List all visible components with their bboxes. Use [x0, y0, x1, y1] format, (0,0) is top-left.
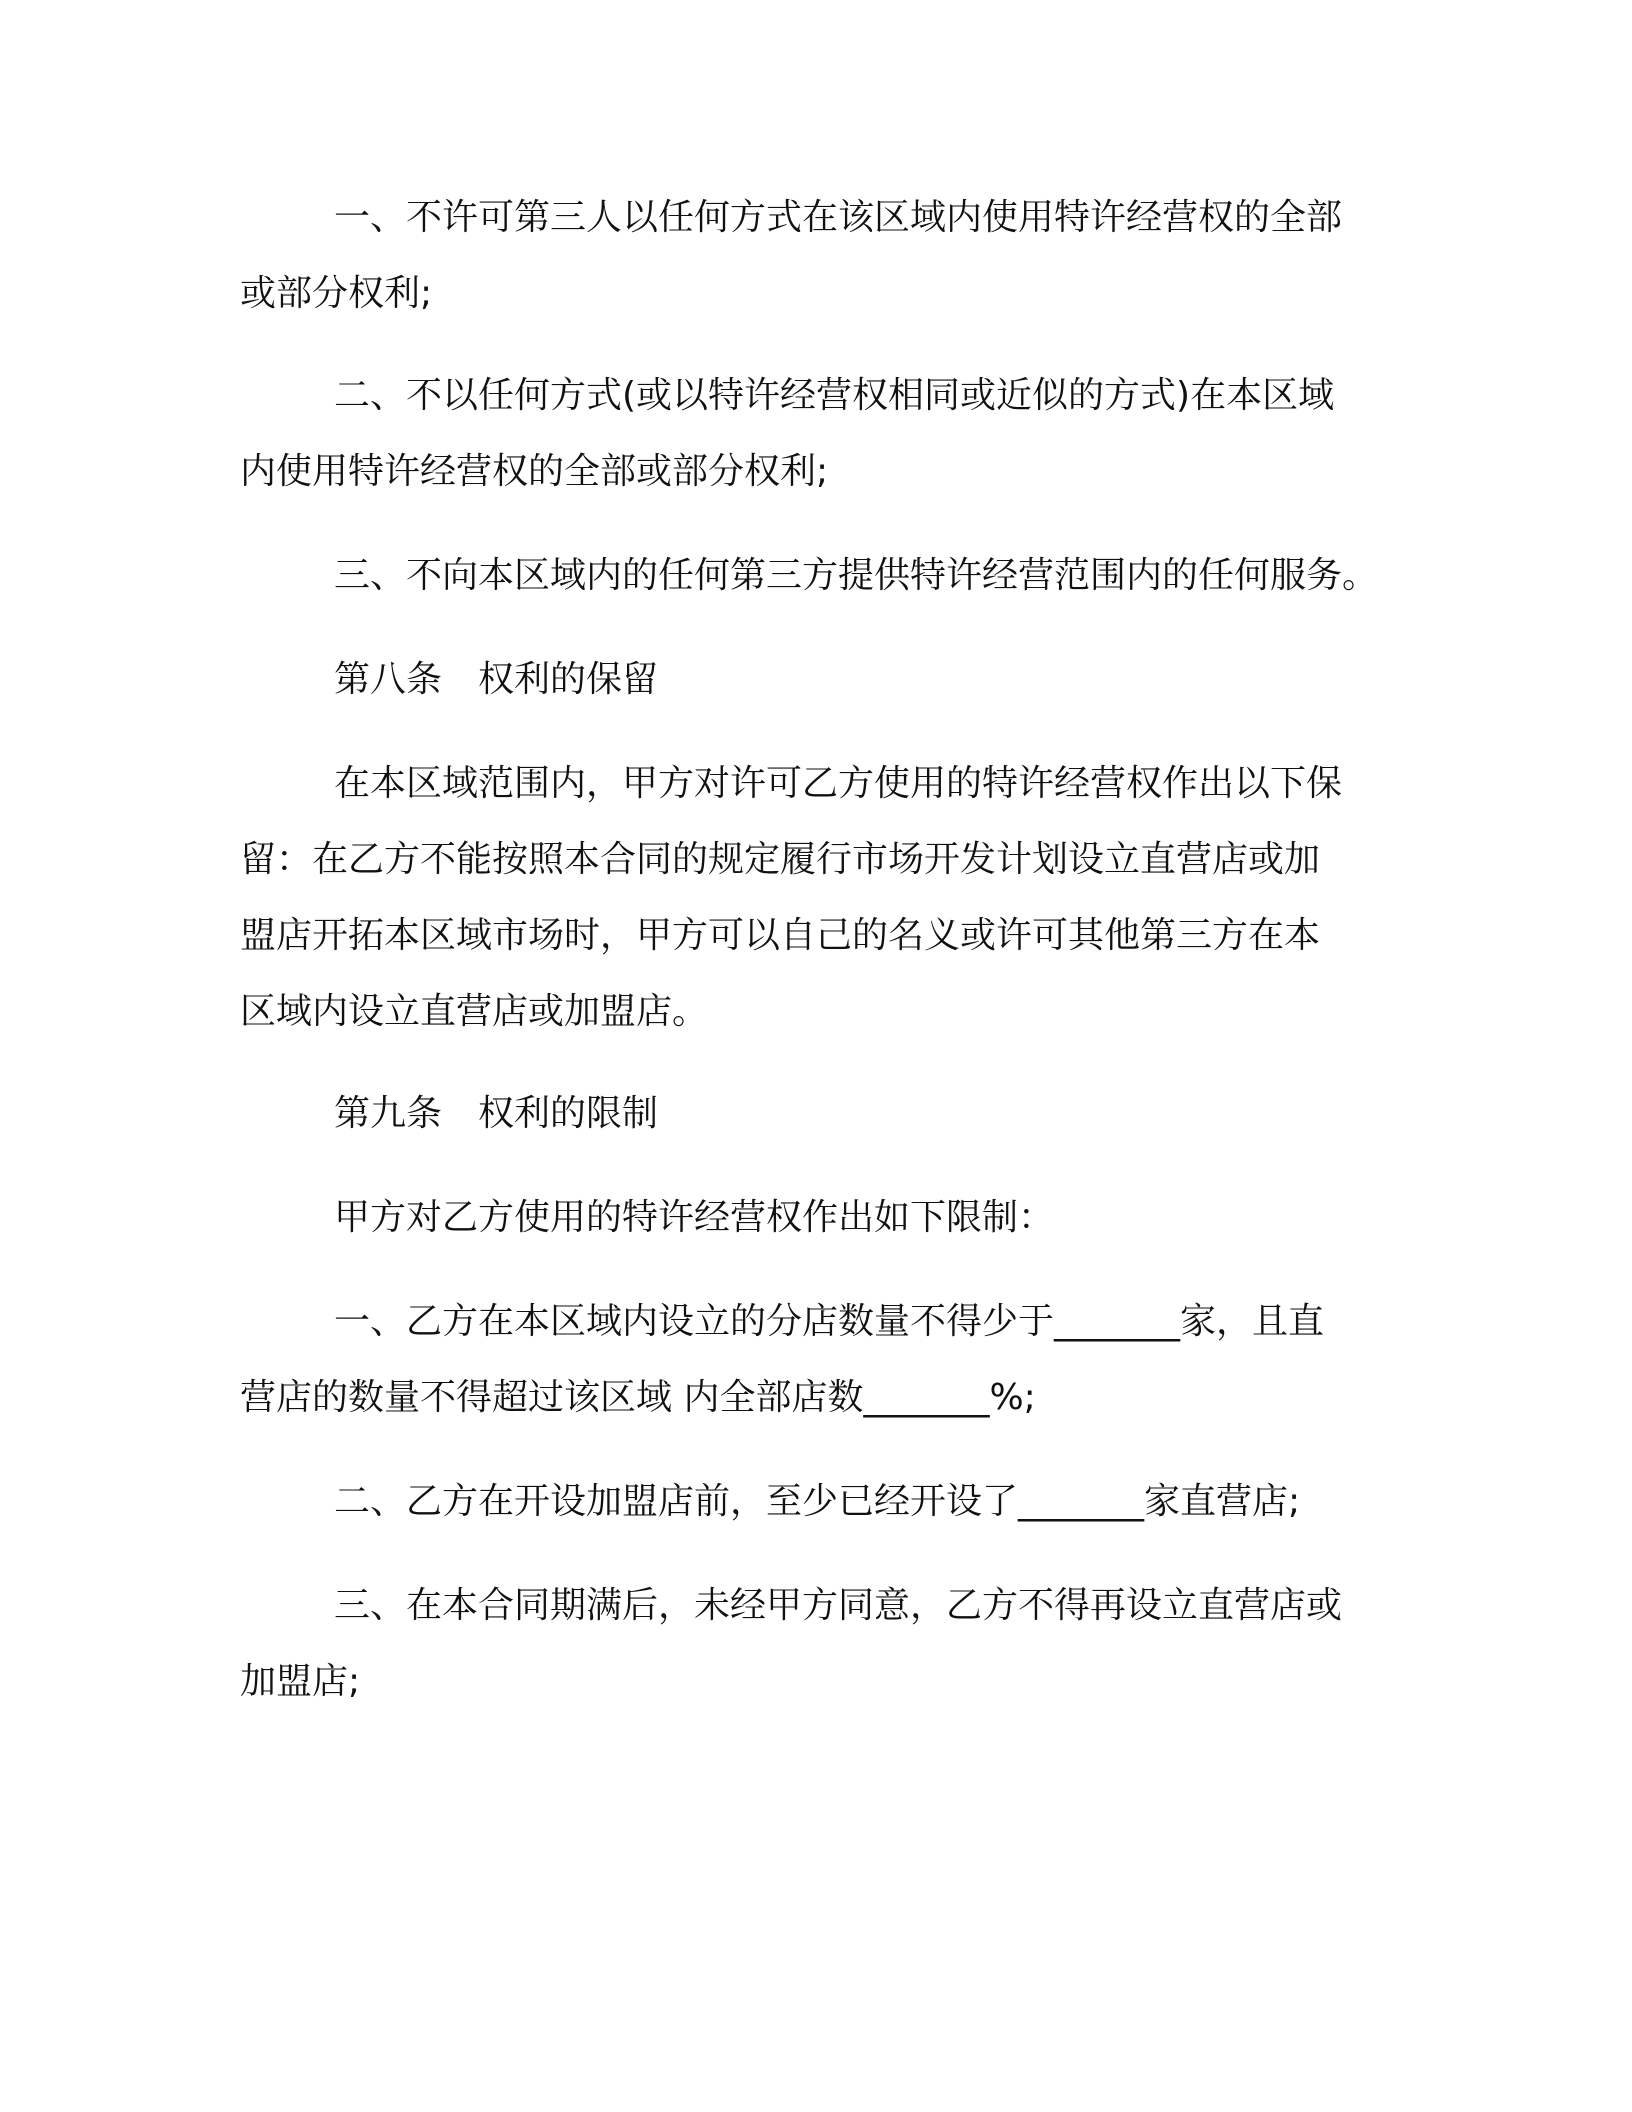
clause-8-paragraph-line-1: 在本区域范围内，甲方对许可乙方使用的特许经营权作出以下保 — [334, 763, 1343, 804]
clause-7-item-2-line-1: 二、不以任何方式(或以特许经营权相同或近似的方式)在本区域 — [334, 375, 1335, 416]
clause-9-item-2: 二、乙方在开设加盟店前，至少已经开设了_______家直营店; — [334, 1481, 1301, 1522]
clause-9-heading: 第九条 权利的限制 — [334, 1093, 659, 1134]
clause-8-paragraph-line-4: 区域内设立直营店或加盟店。 — [240, 991, 709, 1032]
clause-8-paragraph-line-3: 盟店开拓本区域市场时，甲方可以自己的名义或许可其他第三方在本 — [240, 915, 1321, 956]
clause-9-intro: 甲方对乙方使用的特许经营权作出如下限制： — [334, 1197, 1055, 1238]
clause-8-paragraph-line-2: 留：在乙方不能按照本合同的规定履行市场开发计划设立直营店或加 — [240, 839, 1321, 880]
clause-9-item-1-line-1: 一、乙方在本区域内设立的分店数量不得少于_______家，且直 — [334, 1301, 1325, 1342]
clause-8-heading: 第八条 权利的保留 — [334, 659, 659, 700]
clause-9-item-3-line-1: 三、在本合同期满后，未经甲方同意，乙方不得再设立直营店或 — [334, 1585, 1343, 1626]
clause-7-item-3: 三、不向本区域内的任何第三方提供特许经营范围内的任何服务。 — [334, 555, 1379, 596]
clause-9-item-3-line-2: 加盟店; — [240, 1661, 361, 1702]
clause-7-item-1-line-1: 一、不许可第三人以任何方式在该区域内使用特许经营权的全部 — [334, 197, 1343, 238]
clause-9-item-1-line-2: 营店的数量不得超过该区域 内全部店数_______%; — [240, 1377, 1036, 1418]
clause-7-item-2-line-2: 内使用特许经营权的全部或部分权利; — [240, 451, 829, 492]
clause-7-item-1-line-2: 或部分权利; — [240, 273, 433, 314]
